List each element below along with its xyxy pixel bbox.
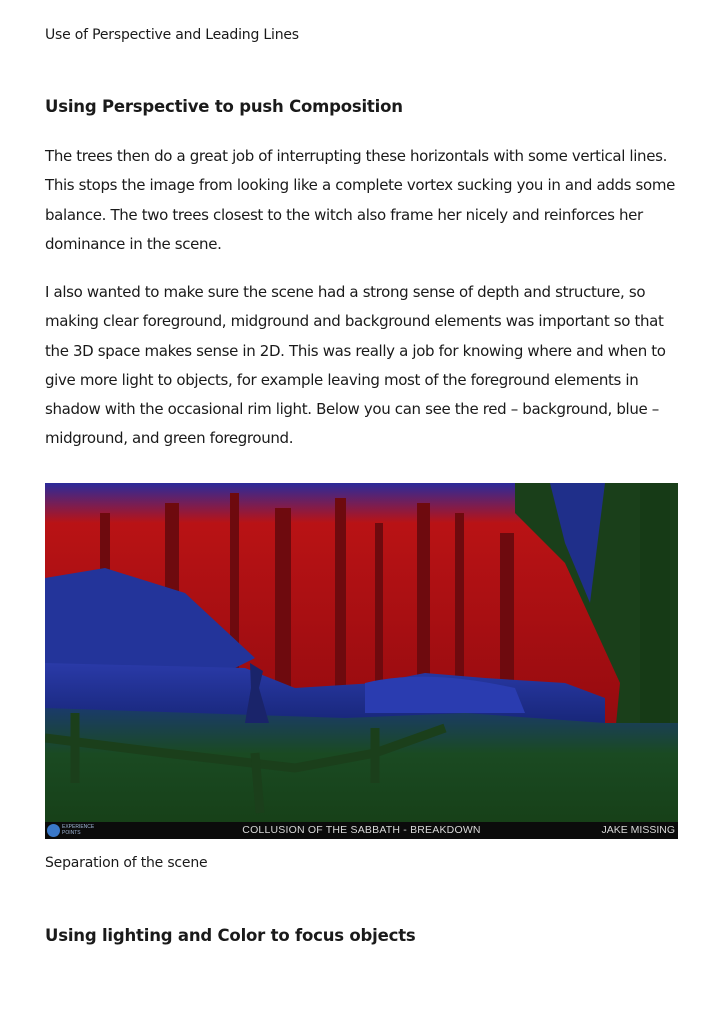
section-title: Using Perspective to push Composition	[45, 97, 403, 116]
foreground-layer	[45, 708, 678, 839]
banner-author: JAKE MISSING	[601, 824, 675, 836]
paragraph: I also wanted to make sure the scene had a strong sense of depth and structure, so making clear foreground, midground and background elements was important so that the 3D space makes sense in 2D. This was really a job for knowing where and when to give more light to objects, for example leaving most of the foreground elements in shadow with the occasional rim light. Below you can see the red – background, blue – midground, and green foreground.	[45, 283, 666, 448]
banner-title: COLLUSION OF THE SABBATH - BREAKDOWN	[242, 824, 481, 836]
scene-illustration	[45, 483, 678, 839]
paragraph: The trees then do a great job of interrupting these horizontals with some vertical lines. This stops the image from looking like a complete vortex sucking you in and adds some balance. The two trees closest to the witch also frame her nicely and reinforces her dominance in the scene.	[45, 147, 675, 253]
page-header: Use of Perspective and Leading Lines	[45, 27, 299, 43]
logo-text: EXPERIENCE POINTS	[62, 824, 95, 836]
figure-caption: Separation of the scene	[45, 855, 208, 871]
image-banner	[45, 822, 678, 839]
section-title: Using lighting and Color to focus objects	[45, 926, 416, 945]
depth-separation-image	[45, 483, 678, 839]
